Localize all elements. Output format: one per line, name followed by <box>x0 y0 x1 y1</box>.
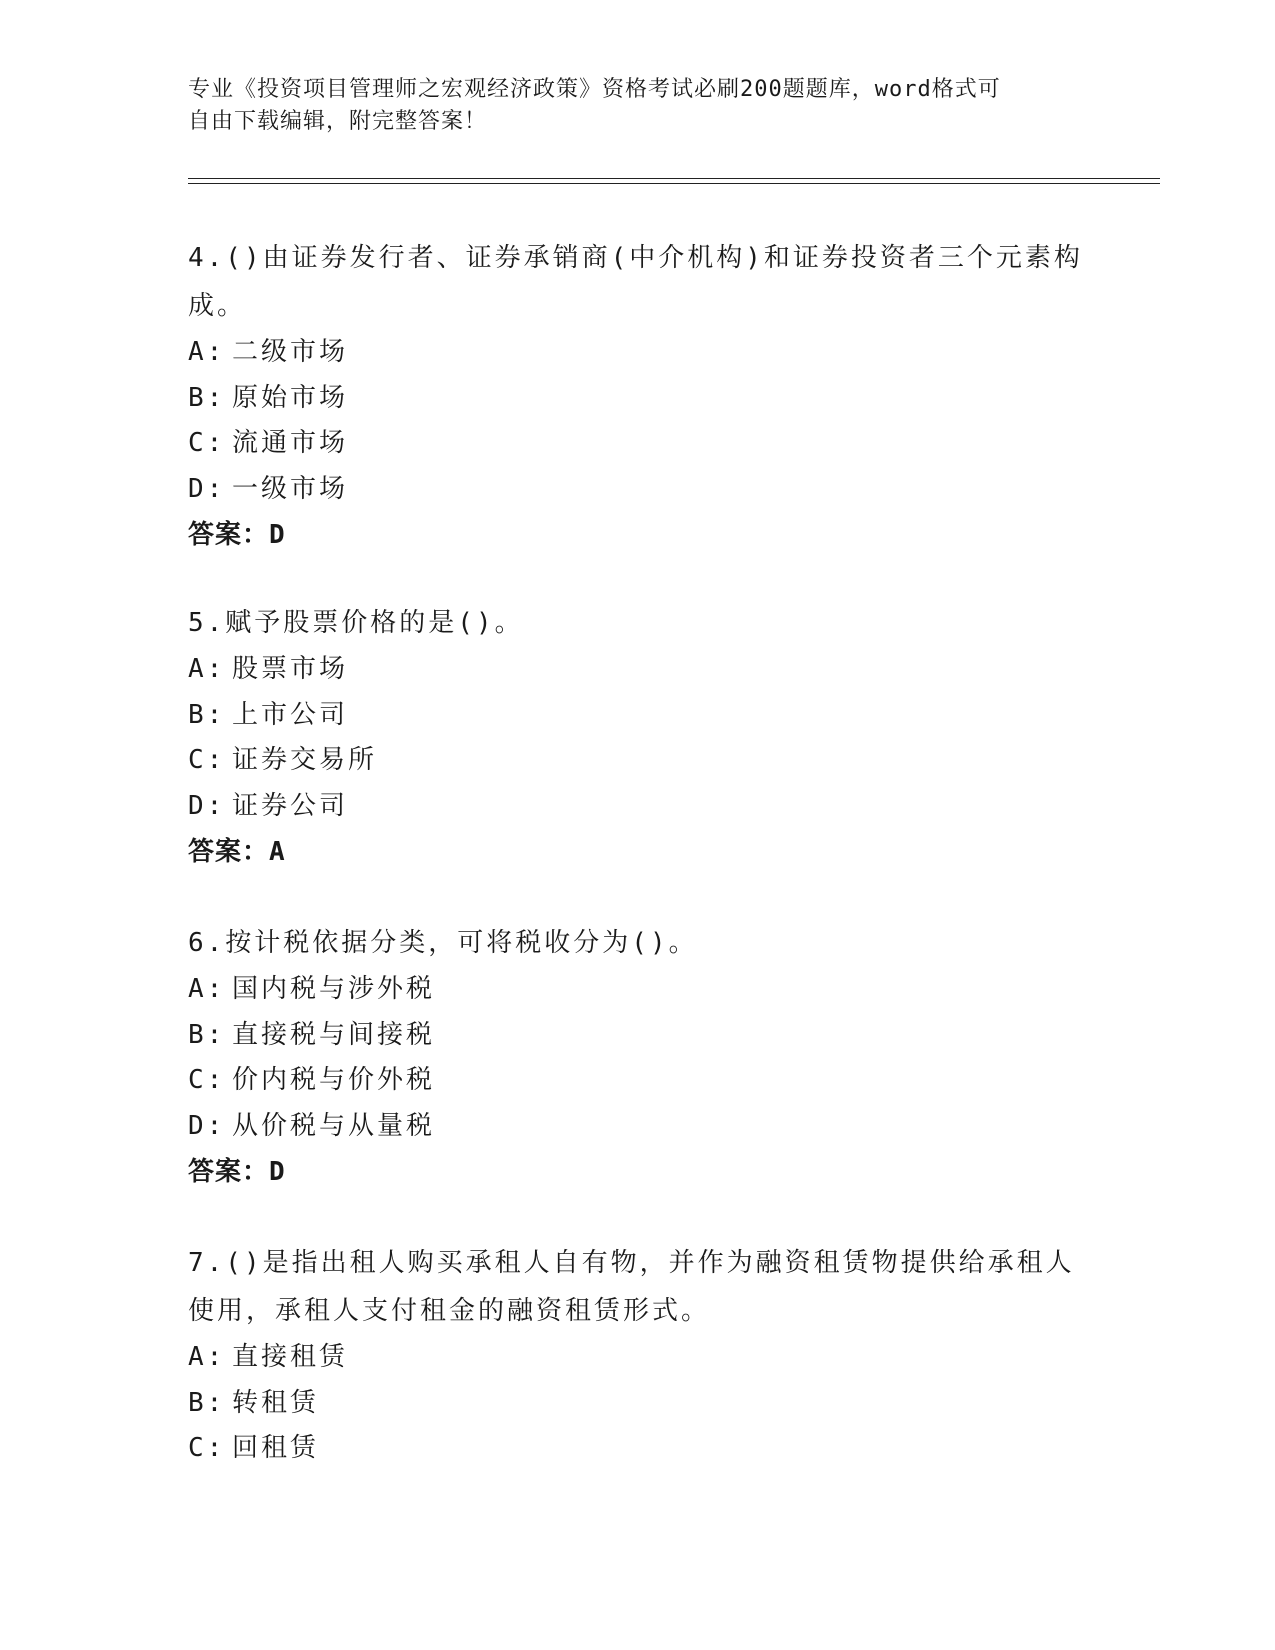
question-7 <box>188 1239 1088 1472</box>
option-text: 直接税与间接税 <box>232 1019 436 1050</box>
option-letter: D: <box>188 790 226 821</box>
option-b <box>188 376 1088 422</box>
question-6 <box>188 919 1088 1195</box>
header-divider-bottom <box>188 183 1160 184</box>
answer-line: 答案：D <box>188 1157 286 1187</box>
header-line-2: 自由下载编辑，附完整答案！ <box>188 109 488 134</box>
option-text: 证券公司 <box>232 790 349 821</box>
answer-line: 答案：A <box>188 837 286 867</box>
option-letter: C: <box>188 428 226 458</box>
document-header <box>188 74 1068 138</box>
option-letter: B: <box>188 382 226 413</box>
option-d <box>188 784 1088 830</box>
option-letter: C: <box>188 1433 226 1463</box>
option-text: 直接租赁 <box>232 1342 349 1372</box>
option-text: 从价税与从量税 <box>232 1110 436 1141</box>
option-letter: A: <box>188 337 226 367</box>
option-text: 回租赁 <box>232 1433 320 1463</box>
option-letter: A: <box>188 974 226 1004</box>
option-letter: B: <box>188 1019 226 1050</box>
option-b <box>188 1013 1088 1059</box>
option-a <box>188 967 1088 1013</box>
option-c <box>188 1058 1088 1104</box>
option-letter: C: <box>188 1065 226 1095</box>
option-c <box>188 421 1088 467</box>
option-b <box>188 1381 1088 1427</box>
option-letter: C: <box>188 745 226 775</box>
option-text: 一级市场 <box>232 473 349 504</box>
option-a <box>188 1335 1088 1381</box>
option-letter: D: <box>188 473 226 504</box>
option-c <box>188 1426 1088 1472</box>
question-stem-line-2: 使用，承租人支付租金的融资租赁形式。 <box>188 1296 711 1326</box>
option-text: 上市公司 <box>232 699 349 730</box>
option-text: 股票市场 <box>232 654 349 684</box>
option-letter: B: <box>188 699 226 730</box>
question-stem-line-1: 6.按计税依据分类，可将税收分为()。 <box>188 928 698 958</box>
option-text: 原始市场 <box>232 382 349 413</box>
question-4 <box>188 234 1088 558</box>
question-stem-line-1: 4.()由证券发行者、证券承销商(中介机构)和证券投资者三个元素构 <box>188 243 1083 273</box>
question-stem-line-2: 成。 <box>188 291 247 321</box>
option-letter: B: <box>188 1387 226 1418</box>
option-d <box>188 1104 1088 1150</box>
header-divider-top <box>188 178 1160 179</box>
option-d <box>188 467 1088 513</box>
option-c <box>188 738 1088 784</box>
option-text: 转租赁 <box>232 1387 320 1418</box>
question-stem-line-1: 5.赋予股票价格的是()。 <box>188 608 524 638</box>
option-text: 证券交易所 <box>232 745 378 775</box>
question-stem-line-1: 7.()是指出租人购买承租人自有物，并作为融资租赁物提供给承租人 <box>188 1248 1075 1278</box>
question-5 <box>188 599 1088 875</box>
answer-line: 答案：D <box>188 520 286 550</box>
header-line-1: 专业《投资项目管理师之宏观经济政策》资格考试必刷200题题库，word格式可 <box>188 77 1001 102</box>
option-a <box>188 647 1088 693</box>
option-text: 二级市场 <box>232 337 349 367</box>
option-text: 流通市场 <box>232 428 349 458</box>
option-text: 价内税与价外税 <box>232 1065 436 1095</box>
option-letter: A: <box>188 654 226 684</box>
option-text: 国内税与涉外税 <box>232 974 436 1004</box>
option-a <box>188 330 1088 376</box>
option-b <box>188 693 1088 739</box>
option-letter: D: <box>188 1110 226 1141</box>
option-letter: A: <box>188 1342 226 1372</box>
